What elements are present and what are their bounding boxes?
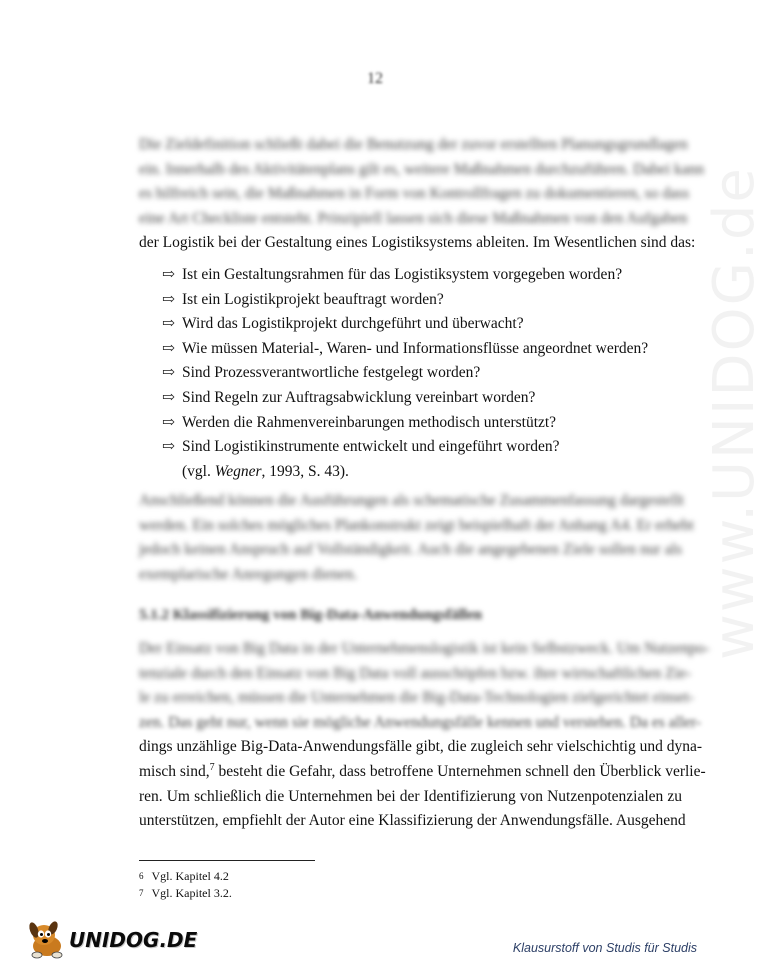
dog-icon bbox=[25, 918, 71, 960]
list-item: ⇨ Ist ein Logistikprojekt beauftragt worden? bbox=[162, 288, 648, 313]
list-item: ⇨ Sind Prozessverantwortliche festgelegt worden? bbox=[162, 361, 648, 386]
text-line: zen. Das geht nur, wenn sie mögliche Anwendungsfälle kennen und verstehen. Da es aller- bbox=[139, 713, 702, 731]
watermark-text: www.UNIDOG.de bbox=[702, 166, 767, 660]
text-line: es hilfreich sein, die Maßnahmen in Form von Kontrollfragen zu dokumentieren, so dass bbox=[139, 185, 690, 203]
text-line: ren. Um schließlich die Unternehmen bei der Identifizierung von Nutzenpotenzialen zu bbox=[139, 787, 682, 805]
text-line: ein. Innerhalb des Aktivitätenplans gilt es, weitere Maßnahmen durchzuführen. Dabei kann bbox=[139, 160, 705, 178]
text-line: exemplarische Anregungen dienen. bbox=[139, 565, 358, 583]
text-line: der Logistik bei der Gestaltung eines Logistiksystems ableiten. Im Wesentlichen sind das: bbox=[139, 234, 696, 252]
list-item: ⇨ Wird das Logistikprojekt durchgeführt und überwacht? bbox=[162, 312, 648, 337]
arrow-right-icon: ⇨ bbox=[162, 438, 175, 456]
list-item: ⇨ Sind Regeln zur Auftragsabwicklung vereinbart worden? bbox=[162, 386, 648, 411]
arrow-right-icon: ⇨ bbox=[162, 290, 175, 308]
text-line: Der Einsatz von Big Data in der Unternehmenslogistik ist kein Selbstzweck. Um Nutzenpo- bbox=[139, 640, 710, 657]
list-item: ⇨ Wie müssen Material-, Waren- und Informationsflüsse angeordnet werden? bbox=[162, 337, 648, 362]
text-line: eine Art Checkliste entsteht. Prinzipiell lassen sich diese Maßnahmen von den Aufgaben bbox=[139, 209, 688, 227]
citation-author: Wegner bbox=[214, 462, 262, 480]
text-line: misch sind,$^7$ besteht die Gefahr, dass betroffene Unternehmen schnell den Überblick verlie- bbox=[139, 761, 706, 780]
text-line: dings unzählige Big-Data-Anwendungsfälle gibt, die zugleich sehr vielschichtig und dyna- bbox=[139, 738, 703, 756]
footnote-divider bbox=[139, 860, 315, 861]
text-line: le zu erreichen, müssen die Unternehmen die Big-Data-Technologien zielgerichtet einset- bbox=[139, 689, 694, 707]
text-line: Anschließend können die Ausführungen als schematische Zusammenfassung dargestellt bbox=[139, 492, 685, 509]
list-item: ⇨ Werden die Rahmenvereinbarungen methodisch unterstützt? bbox=[162, 411, 648, 436]
page-number: 12 bbox=[367, 70, 383, 87]
arrow-right-icon: ⇨ bbox=[162, 266, 175, 283]
citation: (vgl. Wegner, 1993, S. 43). bbox=[182, 462, 349, 480]
paragraph-intro bbox=[139, 133, 705, 256]
arrow-right-icon: ⇨ bbox=[162, 388, 175, 406]
arrow-right-icon: ⇨ bbox=[162, 339, 175, 357]
logo-text: UNIDOG.DE bbox=[69, 928, 198, 952]
slogan: Klausurstoff von Studis für Studis bbox=[512, 941, 697, 955]
text-line: Die Zieldefinition schließt dabei die Benutzung der zuvor erstellten Planungsgrundlagen bbox=[139, 136, 688, 153]
text-line: jedoch keinen Anspruch auf Vollständigkeit. Auch die angegebenen Ziele sollen nur als bbox=[139, 541, 682, 559]
checklist bbox=[162, 263, 648, 484]
paragraph-big-data bbox=[139, 637, 710, 834]
footnote: $^6$ Vgl. Kapitel 4.2 bbox=[139, 869, 229, 883]
arrow-right-icon: ⇨ bbox=[162, 413, 175, 431]
arrow-right-icon: ⇨ bbox=[162, 364, 175, 382]
text-line: werden. Ein solches mögliches Plankonstrukt zeigt beispielhaft der Anhang A4. Er erhebt bbox=[139, 516, 694, 534]
text-line: unterstützen, empfiehlt der Autor eine Klassifizierung der Anwendungsfälle. Ausgehend bbox=[139, 812, 686, 830]
footnote: $^7$ Vgl. Kapitel 3.2. bbox=[139, 886, 232, 900]
footnote-ref: 7 bbox=[209, 761, 215, 773]
text-line: tenziale durch den Einsatz von Big Data voll ausschöpfen bzw. ihre wirtschaftlichen Zie- bbox=[139, 664, 692, 682]
arrow-right-icon: ⇨ bbox=[162, 315, 175, 333]
list-item: ⇨ Ist ein Gestaltungsrahmen für das Logistiksystem vorgegeben worden? bbox=[162, 263, 648, 288]
list-item: ⇨ Sind Logistikinstrumente entwickelt und eingeführt worden? bbox=[162, 435, 648, 460]
section-heading: 5.1.2 Klassifizierung von Big-Data-Anwendungsfällen bbox=[139, 607, 482, 623]
paragraph-summary bbox=[139, 489, 694, 587]
unidog-logo bbox=[25, 918, 198, 960]
